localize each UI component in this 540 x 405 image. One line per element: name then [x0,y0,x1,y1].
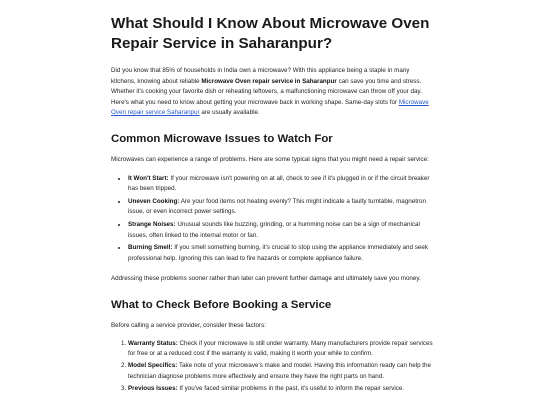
list-item-term: It Won't Start: [128,174,169,182]
list-item-desc: If you smell something burning, it's crucial to stop using the appliance immediately and seek professional help. Ignoring this can lead to fire hazards or complete appliance failure. [128,244,428,262]
issues-closing-paragraph: Addressing these problems sooner rather than later can prevent further damage and ultimately save you money. [111,275,421,283]
list-item [128,220,433,241]
list-item [128,384,433,395]
list-item-desc: Check if your microwave is still under warranty. Many manufacturers provide repair services for free or at a reduced cost if the warranty is valid, making it worth your while to confirm. [128,339,433,358]
list-item [128,197,433,218]
list-item-desc: Take note of your microwave's make and model. Having this information ready can help the technician diagnose problems more effectively and ensure they have the right parts on hand. [128,362,431,380]
list-item-term: Previous Issues: [128,384,178,392]
list-item [128,243,433,264]
list-item-desc: Unusual sounds like buzzing, grinding, or a humming noise can be a sign of mechanical issues, often linked to the internal motor or fan. [128,220,420,239]
list-item-term: Burning Smell: [128,244,173,252]
list-item-desc: If your microwave isn't powering on at all, check to see if it's plugged in or if the circuit breaker has been tripped. [128,174,430,193]
list-item-desc: Are your food items not heating evenly? This might indicate a faulty turntable, magnetron issue, or even incorrect power settings. [128,197,426,216]
page-title: What Should I Know About Microwave Oven Repair Service in Saharanpur? [111,15,430,52]
intro-text-2: can save you time and stress. Whether it's cooking your favorite dish or reheating leftovers, a malfunctioning microwave can throw off your day. Here's what you need to know about getting your microwave back in working shape. Same-day slots for [111,77,422,106]
list-item-term: Strange Noises: [128,220,176,228]
list-item [128,174,433,195]
check-list [111,339,433,395]
intro-text-1: Did you know that 85% of households in India own a microwave? With this appliance being a staple in many kitchens, knowing about reliable [111,67,410,85]
check-lead-paragraph: Before calling a service provider, consider these factors: [111,321,266,329]
list-item [128,339,433,360]
list-item-term: Warranty Status: [128,339,178,347]
list-item-desc: If you've faced similar problems in the past, it's useful to inform the repair service. [177,384,405,392]
list-item-term: Uneven Cooking: [128,197,180,205]
list-item [128,361,433,382]
section-heading-check: What to Check Before Booking a Service [111,298,332,311]
intro-paragraph [111,66,433,119]
intro-bold-phrase: Microwave Oven repair service in Saharanpur [201,77,337,85]
repair-service-link[interactable]: Microwave Oven repair service Saharanpur [111,98,429,117]
section-heading-issues: Common Microwave Issues to Watch For [111,132,333,145]
issues-list [111,174,433,265]
list-item-term: Model Specifics: [128,362,178,370]
issues-lead-paragraph: Microwaves can experience a range of problems. Here are some typical signs that you might need a repair service: [111,155,429,163]
intro-text-3: are usually available. [199,109,260,117]
article [111,14,433,404]
